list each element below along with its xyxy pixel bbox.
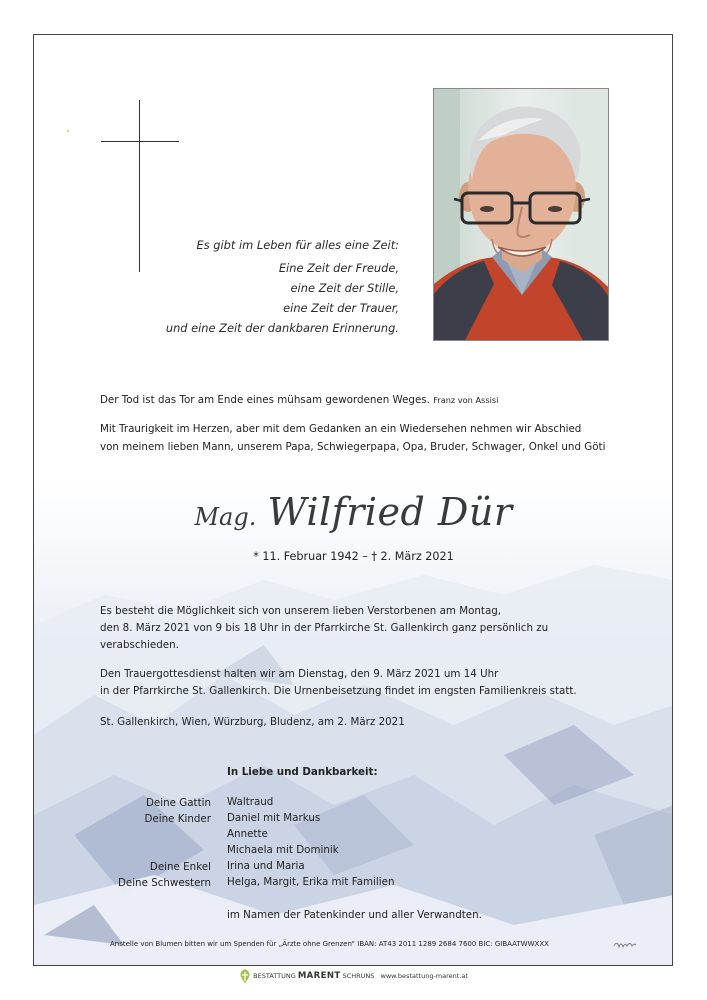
decorative-dot (67, 130, 69, 132)
mourner-value: Daniel mit Markus (227, 812, 321, 824)
mourner-label: Deine Schwestern (117, 877, 211, 889)
deceased-full-name: Wilfried Dür (267, 490, 513, 534)
funeral-home-logo-icon (239, 969, 251, 983)
place-date: St. Gallenkirch, Wien, Würzburg, Bludenz, am 2. März 2021 (100, 716, 405, 728)
deceased-name (0, 490, 707, 534)
cross-icon-vertical (139, 100, 140, 272)
quote-text: Der Tod ist das Tor am Ende eines mühsam gewordenen Weges. (100, 394, 430, 406)
donation-note: Anstelle von Blumen bitten wir um Spenden für „Ärzte ohne Grenzen“ IBAN: AT43 2011 1289 2684 7600 BIC: GIBAATWWXXX (110, 940, 549, 948)
mourner-label: Deine Gattin (145, 797, 211, 809)
footer-prefix: BESTATTUNG (253, 972, 296, 980)
intro-line: Mit Traurigkeit im Herzen, aber mit dem Gedanken an ein Wiedersehen nehmen wir Abschied (100, 423, 582, 435)
mourner-value: Waltraud (227, 796, 274, 808)
poem-line: eine Zeit der Stille, (290, 281, 399, 295)
mourner-value: Annette (227, 828, 268, 840)
cross-icon-horizontal (101, 141, 179, 142)
viewing-line: den 8. März 2021 von 9 bis 18 Uhr in der Pfarrkirche St. Gallenkirch ganz persönlich zu (100, 622, 549, 634)
mourners-closing: im Namen der Patenkinder und aller Verwandten. (227, 909, 482, 921)
viewing-line: Es besteht die Möglichkeit sich von unserem lieben Verstorbenen am Montag, (100, 605, 502, 617)
footer-url[interactable]: www.bestattung-marent.at (380, 972, 468, 980)
portrait-photo (433, 88, 609, 341)
service-line: Den Trauergottesdienst halten wir am Dienstag, den 9. März 2021 um 14 Uhr (100, 668, 499, 680)
mourners-heading: In Liebe und Dankbarkeit: (227, 766, 378, 778)
mourner-label: Deine Enkel (149, 861, 211, 873)
service-line: in der Pfarrkirche St. Gallenkirch. Die Urnenbeisetzung findet im engsten Familienkreis statt. (100, 685, 577, 697)
deceased-title: Mag. (194, 503, 257, 531)
mourner-label: Deine Kinder (144, 813, 211, 825)
viewing-line: verabschieden. (100, 639, 179, 651)
poem-line: Eine Zeit der Freude, (278, 261, 399, 275)
mourner-value: Helga, Margit, Erika mit Familien (227, 876, 395, 888)
life-dates: * 11. Februar 1942 – † 2. März 2021 (253, 550, 454, 563)
quote (100, 395, 498, 405)
signature-mark (612, 938, 638, 952)
poem-line: Es gibt im Leben für alles eine Zeit: (196, 238, 399, 252)
poem-line: eine Zeit der Trauer, (283, 301, 399, 315)
poem-line: und eine Zeit der dankbaren Erinnerung. (165, 321, 399, 335)
portrait-illustration (434, 89, 609, 341)
intro-line: von meinem lieben Mann, unserem Papa, Schwiegerpapa, Opa, Bruder, Schwager, Onkel und Göti (100, 441, 606, 453)
footer (0, 969, 707, 983)
footer-brand: MARENT (297, 971, 341, 981)
footer-town: SCHRUNS (342, 972, 375, 980)
quote-author: Franz von Assisi (433, 395, 499, 405)
mourner-value: Irina und Maria (227, 860, 305, 872)
mourner-value: Michaela mit Dominik (227, 844, 339, 856)
